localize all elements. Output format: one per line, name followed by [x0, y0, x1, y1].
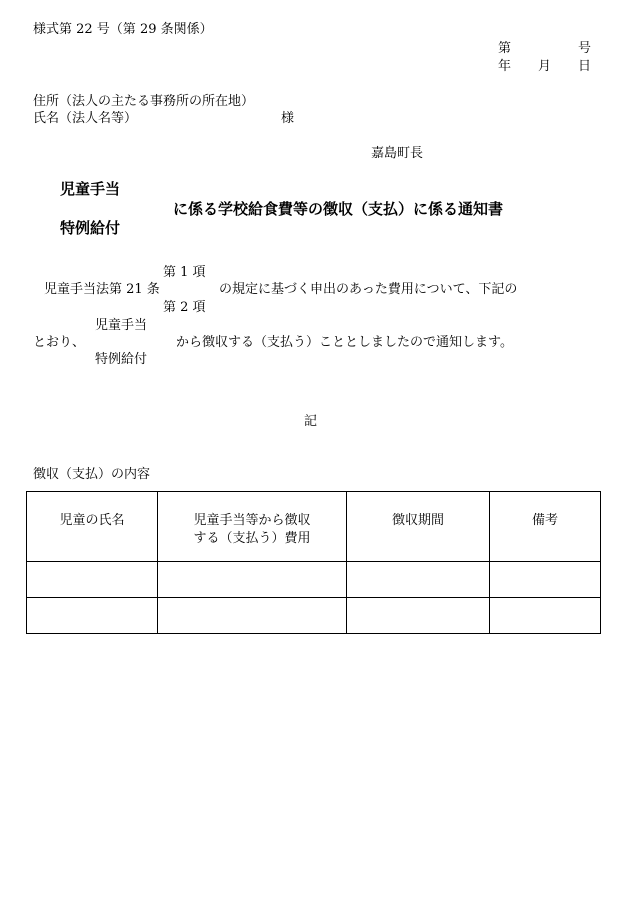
table-cell [27, 562, 158, 598]
table-cell [158, 598, 347, 634]
section-label: 徴収（支払）の内容 [33, 467, 151, 482]
table-cell [490, 562, 601, 598]
clause-2: 第 2 項 [163, 300, 206, 315]
header-fee: 児童手当等から徴収 する（支払う）費用 [158, 492, 347, 562]
table-cell [347, 598, 490, 634]
table-header-row [27, 492, 601, 562]
sender-name: 嘉島町長 [371, 146, 424, 161]
doc-number-prefix: 第 [498, 41, 512, 56]
table-row [27, 562, 601, 598]
table-cell [158, 562, 347, 598]
date-month: 月 [538, 59, 552, 74]
title-option-2: 特例給付 [60, 219, 121, 237]
content-table [26, 491, 601, 634]
table-cell [27, 598, 158, 634]
law-article: 児童手当法第 21 条 [44, 282, 160, 297]
header-remarks: 備考 [490, 492, 601, 562]
date-day: 日 [578, 59, 592, 74]
table-cell [347, 562, 490, 598]
date-year: 年 [498, 59, 512, 74]
recipient-address-label: 住所（法人の主たる事務所の所在地） [33, 94, 255, 109]
table-cell [490, 598, 601, 634]
doc-number-suffix: 号 [578, 41, 592, 56]
body-line-2: から徴収する（支払う）こととしましたので通知します。 [176, 335, 513, 350]
body-option-2: 特例給付 [95, 352, 148, 367]
clause-1: 第 1 項 [163, 265, 206, 280]
title-option-1: 児童手当 [60, 180, 121, 198]
table-row [27, 598, 601, 634]
document-title: に係る学校給食費等の徴収（支払）に係る通知書 [173, 200, 504, 218]
body-line-1: の規定に基づく申出のあった費用について、下記の [219, 282, 518, 297]
header-period: 徴収期間 [347, 492, 490, 562]
ki-marker: 記 [304, 414, 318, 429]
header-child-name: 児童の氏名 [27, 492, 158, 562]
recipient-honorific: 様 [281, 111, 295, 126]
body-option-1: 児童手当 [95, 318, 148, 333]
form-number: 様式第 22 号（第 29 条関係） [33, 22, 213, 37]
recipient-name-label: 氏名（法人名等） [33, 111, 138, 126]
body-line-2-start: とおり、 [33, 335, 86, 350]
